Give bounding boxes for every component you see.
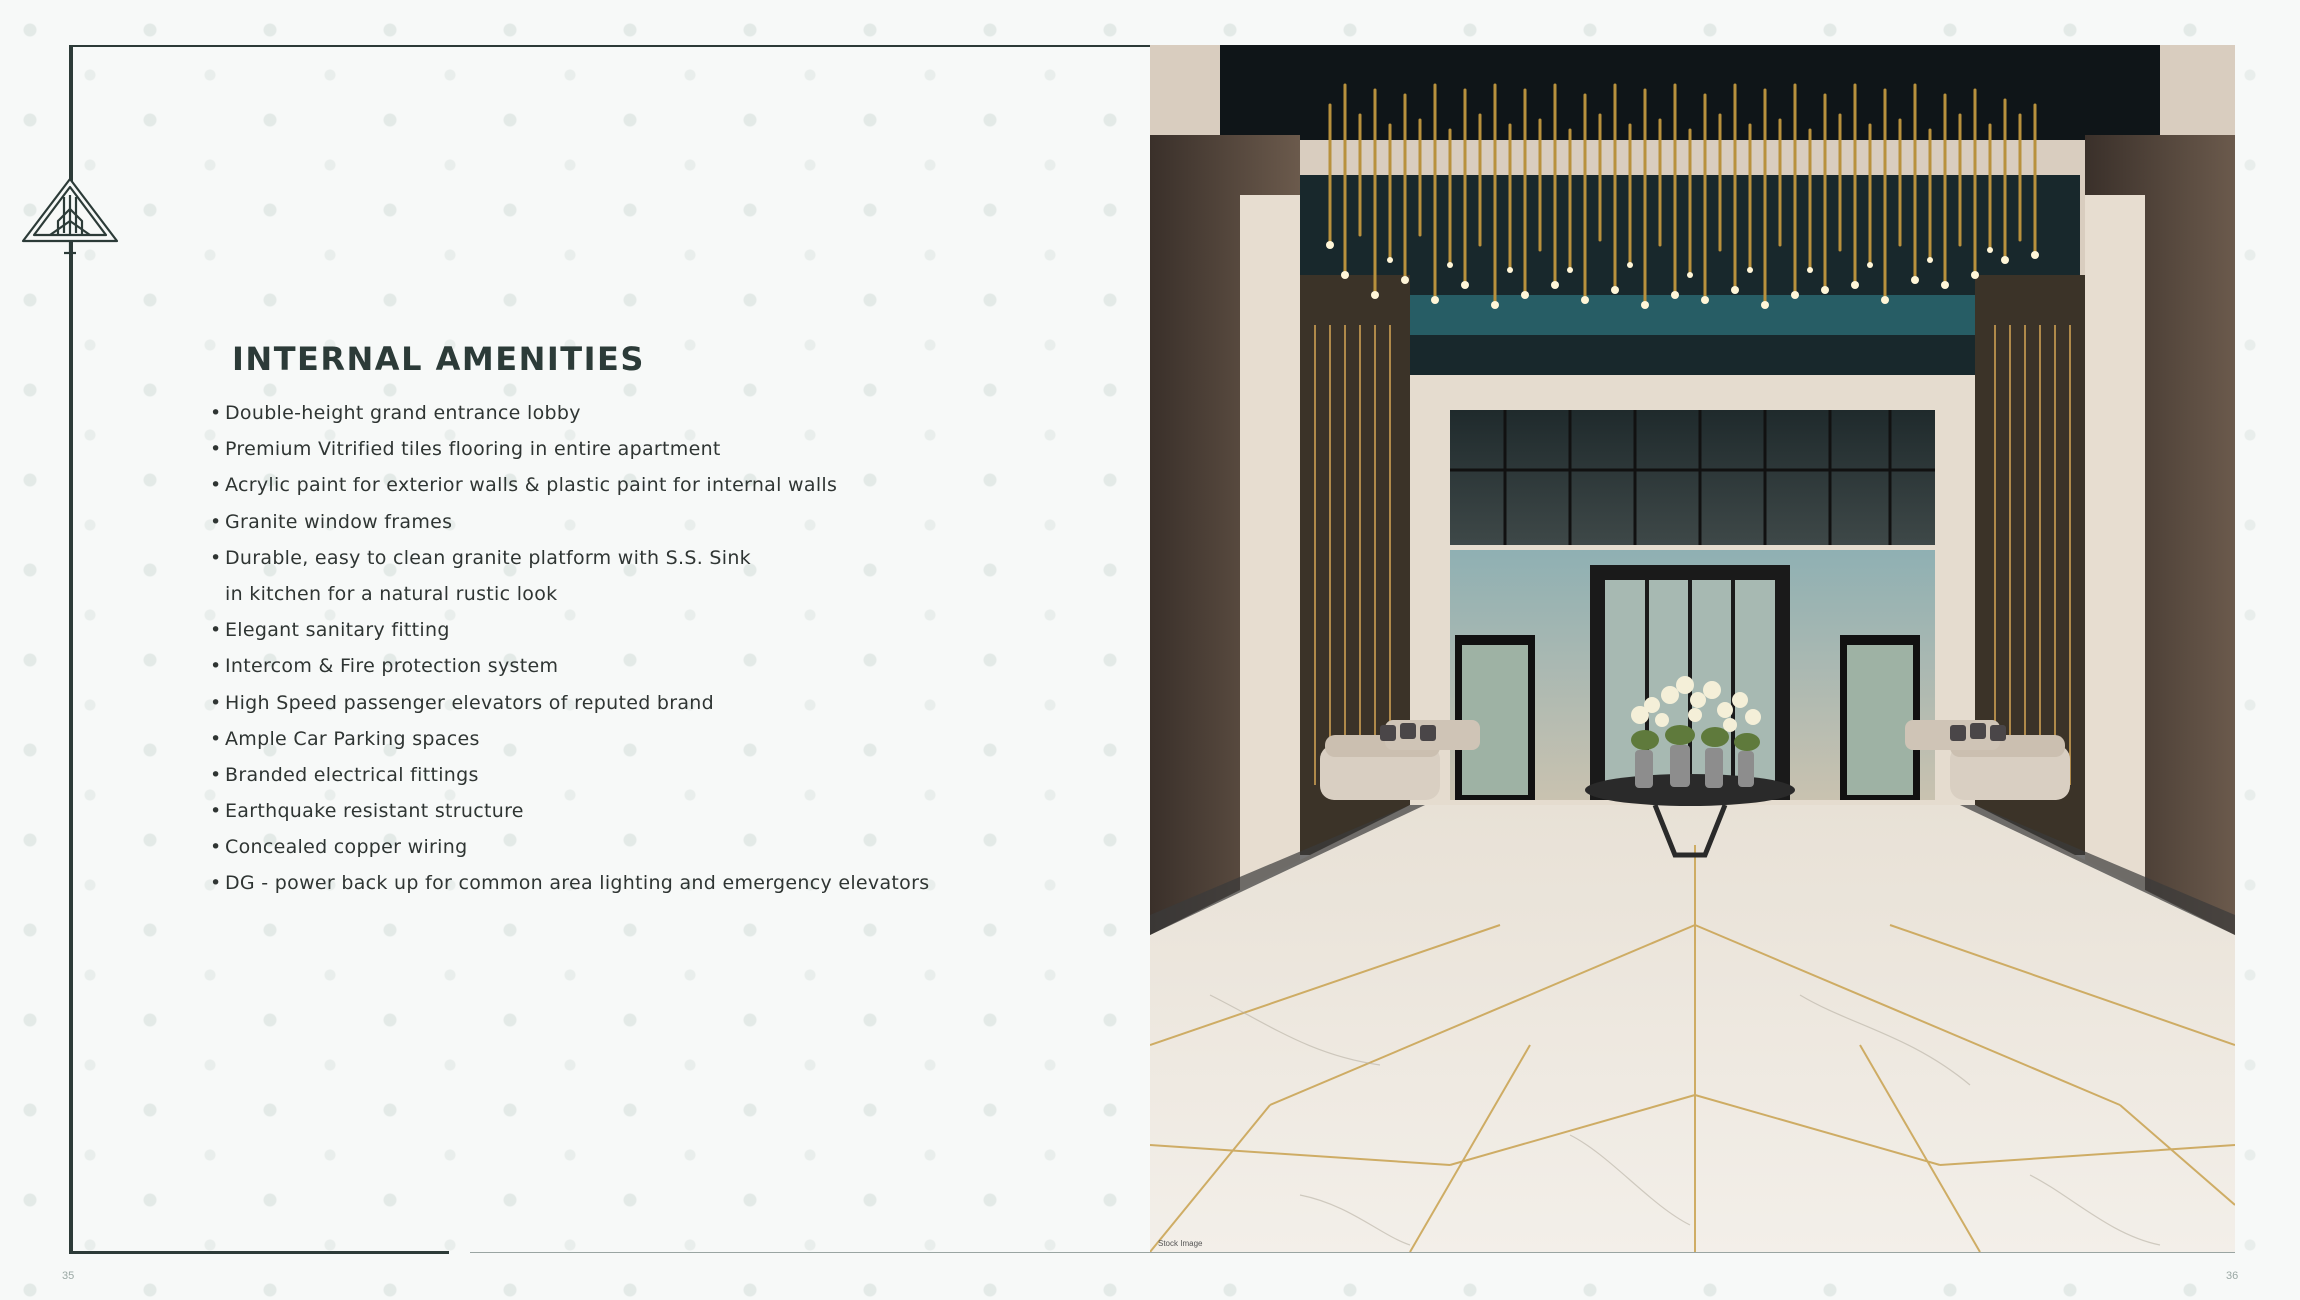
bullet: •: [210, 474, 222, 497]
bullet: •: [210, 655, 222, 678]
amenity-item: [210, 865, 929, 901]
page-number-right: 36: [2226, 1270, 2239, 1282]
amenity-text: Earthquake resistant structure: [225, 800, 524, 823]
bullet: •: [210, 691, 222, 714]
amenity-item: [210, 793, 929, 829]
tree-logo-icon: [20, 175, 120, 255]
amenity-item: [210, 504, 929, 540]
bullet: •: [210, 619, 222, 642]
amenity-text: DG - power back up for common area lighting and emergency elevators: [225, 872, 930, 895]
page-number-left: 35: [62, 1270, 75, 1282]
amenity-item: [210, 540, 929, 576]
photo-caption: Stock Image: [1158, 1239, 1203, 1248]
amenity-item: [210, 467, 929, 503]
amenity-text: High Speed passenger elevators of reputed brand: [225, 691, 715, 714]
amenity-item: [210, 395, 929, 431]
amenity-text: Acrylic paint for exterior walls & plastic paint for internal walls: [225, 474, 838, 497]
amenity-item: [210, 829, 929, 865]
bullet: •: [210, 763, 222, 786]
bullet: •: [210, 402, 222, 424]
frame-bottom-thin-line: [470, 1252, 2235, 1253]
amenity-item: [210, 685, 929, 721]
bullet: •: [210, 727, 222, 750]
lobby-photo: [1150, 45, 2235, 1252]
amenity-item: [210, 431, 929, 467]
amenity-text: Intercom & Fire protection system: [225, 655, 559, 678]
amenity-text: Durable, easy to clean granite platform with S.S. Sink: [225, 546, 751, 569]
frame-top-line: [70, 45, 1150, 47]
amenity-item: [210, 648, 929, 684]
amenity-item: [210, 612, 929, 648]
bullet: •: [210, 836, 222, 859]
amenity-text: Branded electrical fittings: [225, 763, 479, 786]
amenity-text: in kitchen for a natural rustic look: [225, 582, 558, 605]
amenities-list: [210, 395, 929, 902]
amenity-item: [210, 721, 929, 757]
bullet: •: [210, 438, 222, 461]
amenity-text: Ample Car Parking spaces: [225, 727, 480, 750]
amenity-text: Granite window frames: [225, 510, 453, 533]
bullet: •: [210, 872, 222, 895]
amenity-item: [210, 757, 929, 793]
amenity-text: Elegant sanitary fitting: [225, 619, 450, 642]
amenity-text: Concealed copper wiring: [225, 836, 468, 859]
amenity-text: Premium Vitrified tiles flooring in entire apartment: [225, 438, 721, 461]
amenity-text: Double-height grand entrance lobby: [225, 402, 581, 424]
amenity-item-continued: [210, 576, 929, 612]
page-title: INTERNAL AMENITIES: [232, 340, 645, 378]
bullet: •: [210, 800, 222, 823]
bullet: •: [210, 546, 222, 569]
frame-bottom-line: [69, 1251, 449, 1254]
bullet: •: [210, 510, 222, 533]
